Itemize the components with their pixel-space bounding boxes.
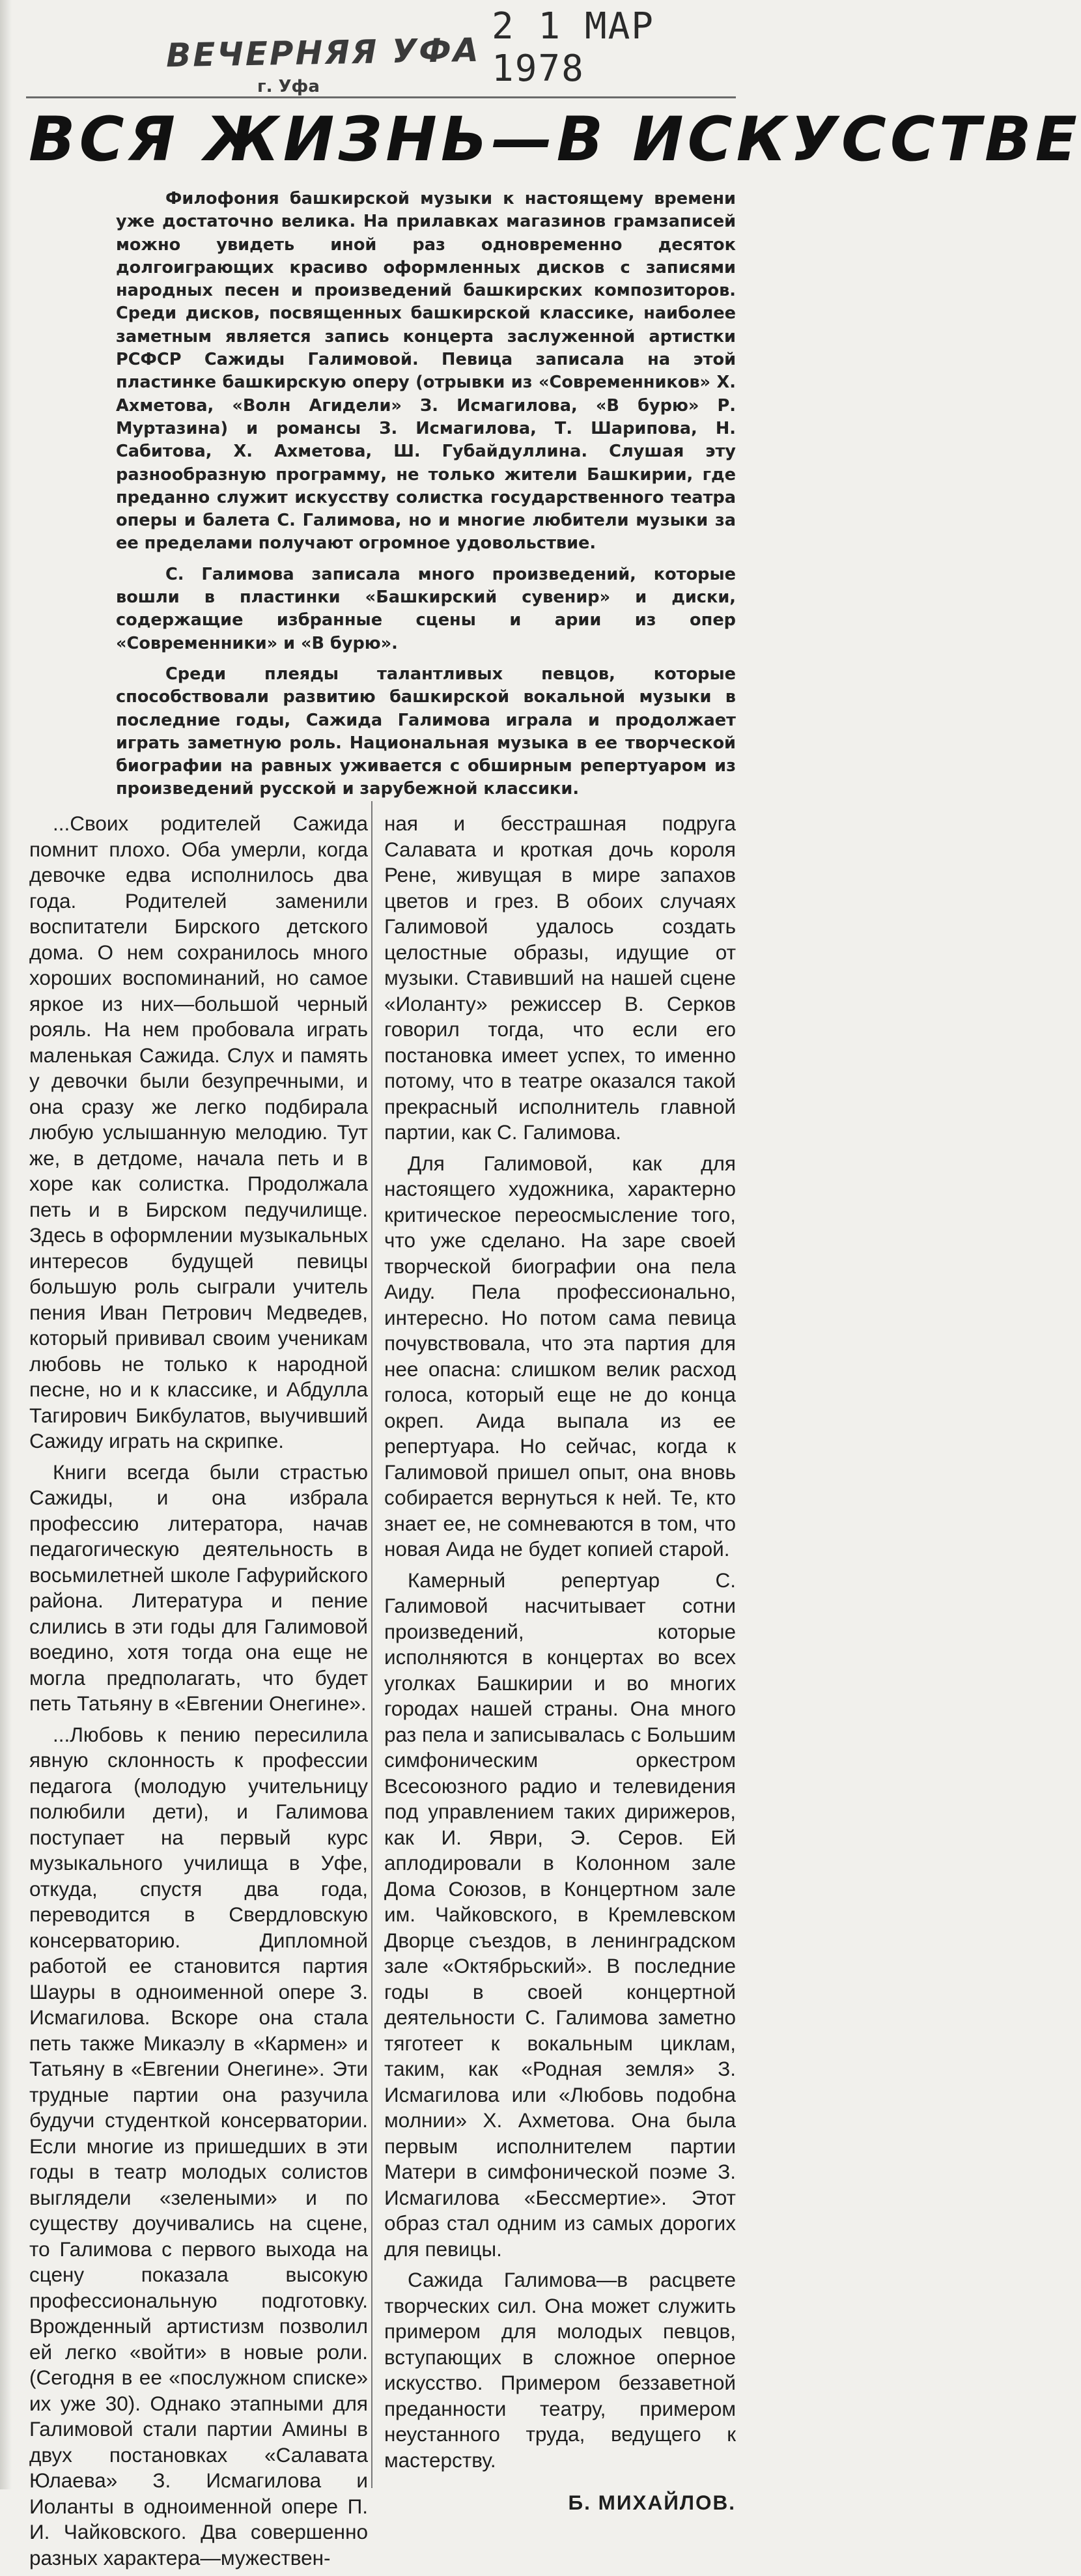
body-paragraph: Книги всегда были страстью Сажиды, и она избрала профессию литератора, начав педагогическую деятельность в восьмилетней школе Гафурийского района. Литература и пение слились в эти годы для Галимовой воедино, хотя тогда она еще не могла предполагать, что будет петь Татьяну в «Евгении Онегине». <box>29 1460 368 1715</box>
lead-paragraph: Среди плеяды талантливых певцов, которые способствовали развитию башкирской вокальной музыки в последние годы, Сажида Галимова играла и продолжает играть заметную роль. Национальная музыка в ее творческой биографии на равных уживается с обширным репертуаром из произведений русской и зарубежной классики. <box>116 664 736 799</box>
body-paragraph: ная и бесстрашная подруга Салавата и кроткая дочь короля Рене, живущая в мире запахов цветов и грез. В обоих случаях Галимовой удалось создать целостные образы, идущие от музыки. Ставивший на нашей сцене «Иоланту» режиссер В. Серков говорил тогда, что если его постановка имеет успех, то именно потому, что в театре оказался такой прекрасный исполнитель главной партии, как С. Галимова. <box>384 812 736 1144</box>
date-stamp: 2 1 МАР 1978 <box>492 5 655 90</box>
left-column <box>29 811 368 2576</box>
column-divider <box>371 801 372 2488</box>
article-headline: ВСЯ ЖИЗНЬ—В ИСКУССТВЕ <box>29 104 1081 175</box>
article-lead <box>116 188 736 809</box>
lead-paragraph: С. Галимова записала много произведений, которые вошли в пластинки «Башкирский сувенир» и диски, содержащие избранные сцены и арии из опер «Современники» и «В бурю». <box>116 564 736 653</box>
newspaper-city: г. Уфа <box>257 77 320 96</box>
newspaper-stamp: ВЕЧЕРНЯЯ УФА <box>165 31 481 75</box>
body-paragraph: Для Галимовой, как для настоящего художника, характерно критическое переосмысление того, что уже сделано. На заре своей творческой биографии она пела Аиду. Пела профессионально, интересно. Но потом сама певица почувствовала, что эта партия для нее опасна: слишком велик расход голоса, который еще не до конца окреп. Аида выпала из ее репертуара. Но сейчас, когда к Галимовой пришел опыт, она вновь собирается вернуться к ней. Те, кто знает ее, не сомневаются в том, что новая Аида не будет копией старой. <box>384 1151 736 1561</box>
clipping-edge <box>0 0 12 2489</box>
headline-rule <box>26 96 736 98</box>
author-signature: Б. МИХАЙЛОВ. <box>568 2491 736 2514</box>
right-column <box>384 811 736 2516</box>
lead-paragraph: Филофония башкирской музыки к настоящему времени уже достаточно велика. На прилавках магазинов грамзаписей можно увидеть иной раз одновременно десяток долгоиграющих красиво оформленных дисков с записями народных песен и произведений башкирских композиторов. Среди дисков, посвященных башкирской классике, наиболее заметным является запись концерта заслуженной артистки РСФСР Сажиды Галимовой. Певица записала на этой пластинке башкирскую оперу (отрывки из «Современников» Х. Ахметова, «Волн Агидели» З. Исмагилова, «В бурю» Р. Муртазина) и романсы З. Исмагилова, Т. Шарипова, Н. Сабитова, Х. Ахметова, Ш. Губайдуллина. Слушая эту разнообразную программу, не только жители Башкирии, где преданно служит искусству солистка государственного театра оперы и балета С. Галимова, но и многие любители музыки за ее пределами получают огромное удовольствие. <box>116 189 736 554</box>
body-paragraph: ...Своих родителей Сажида помнит плохо. Оба умерли, когда девочке едва исполнилось два года. Родителей заменили воспитатели Бирского детского дома. О нем сохранилось много хороших воспоминаний, но самое яркое из них—большой черный рояль. На нем пробовала играть маленькая Сажида. Слух и память у девочки были безупречными, и она сразу же легко подбирала любую услышанную мелодию. Тут же, в детдоме, начала петь и в хоре как солистка. Продолжала петь и в Бирском педучилище. Здесь в оформлении музыкальных интересов будущей певицы большую роль сыграли учитель пения Иван Петрович Медведев, который прививал своим ученикам любовь не только к народной песне, но и к классике, и Абдулла Тагирович Бикбулатов, выучивший Сажиду играть на скрипке. <box>29 812 368 1452</box>
body-paragraph: Сажида Галимова—в расцвете творческих сил. Она может служить примером для молодых певцов, вступающих в сложное оперное искусство. Примером беззаветной преданности театру, примером неустанного труда, ведущего к мастерству. <box>384 2268 736 2472</box>
body-paragraph: ...Любовь к пению пересилила явную склонность к профессии педагога (молодую учительницу полюбили дети), и Галимова поступает на первый курс музыкального училища в Уфе, откуда, спустя два года, переводится в Свердловскую консерваторию. Дипломной работой ее становится партия Шауры в одноименной опере З. Исмагилова. Вскоре она стала петь также Микаэлу в «Кармен» и Татьяну в «Евгении Онегине». Эти трудные партии она разучила будучи студенткой консерватории. Если многие из пришедших в эти годы в театр молодых солистов выглядели «зелеными» и по существу доучивались на сцене, то Галимова с первого выхода на сцену показала высокую профессиональную подготовку. Врожденный артистизм позволил ей легко «войти» в новые роли. (Сегодня в ее «послужном списке» их уже 30). Однако этапными для Галимовой стали партии Амины в двух постановках «Салавата Юлаева» З. Исмагилова и Иоланты в одноименной опере П. И. Чайковского. Два совершенно разных характера—мужествен- <box>29 1722 368 2569</box>
body-paragraph: Камерный репертуар С. Галимовой насчитывает сотни произведений, которые исполняются в концертах во всех уголках Башкирии и во многих городах нашей страны. Она много раз пела и записывалась с Большим симфоническим оркестром Всесоюзного радио и телевидения под управлением таких дирижеров, как И. Яври, Э. Серов. Ей аплодировали в Колонном зале Дома Союзов, в Концертном зале им. Чайковского, в Кремлевском Дворце съездов, в ленинградском зале «Октябрьский». В последние годы в своей концертной деятельности С. Галимова заметно тяготеет к вокальным циклам, таким, как «Родная земля» З. Исмагилова или «Любовь подобна молнии» Х. Ахметова. Она была первым исполнителем партии Матери в симфонической поэме З. Исмагилова «Бессмертие». Этот образ стал одним из самых дорогих для певицы. <box>384 1568 736 2261</box>
